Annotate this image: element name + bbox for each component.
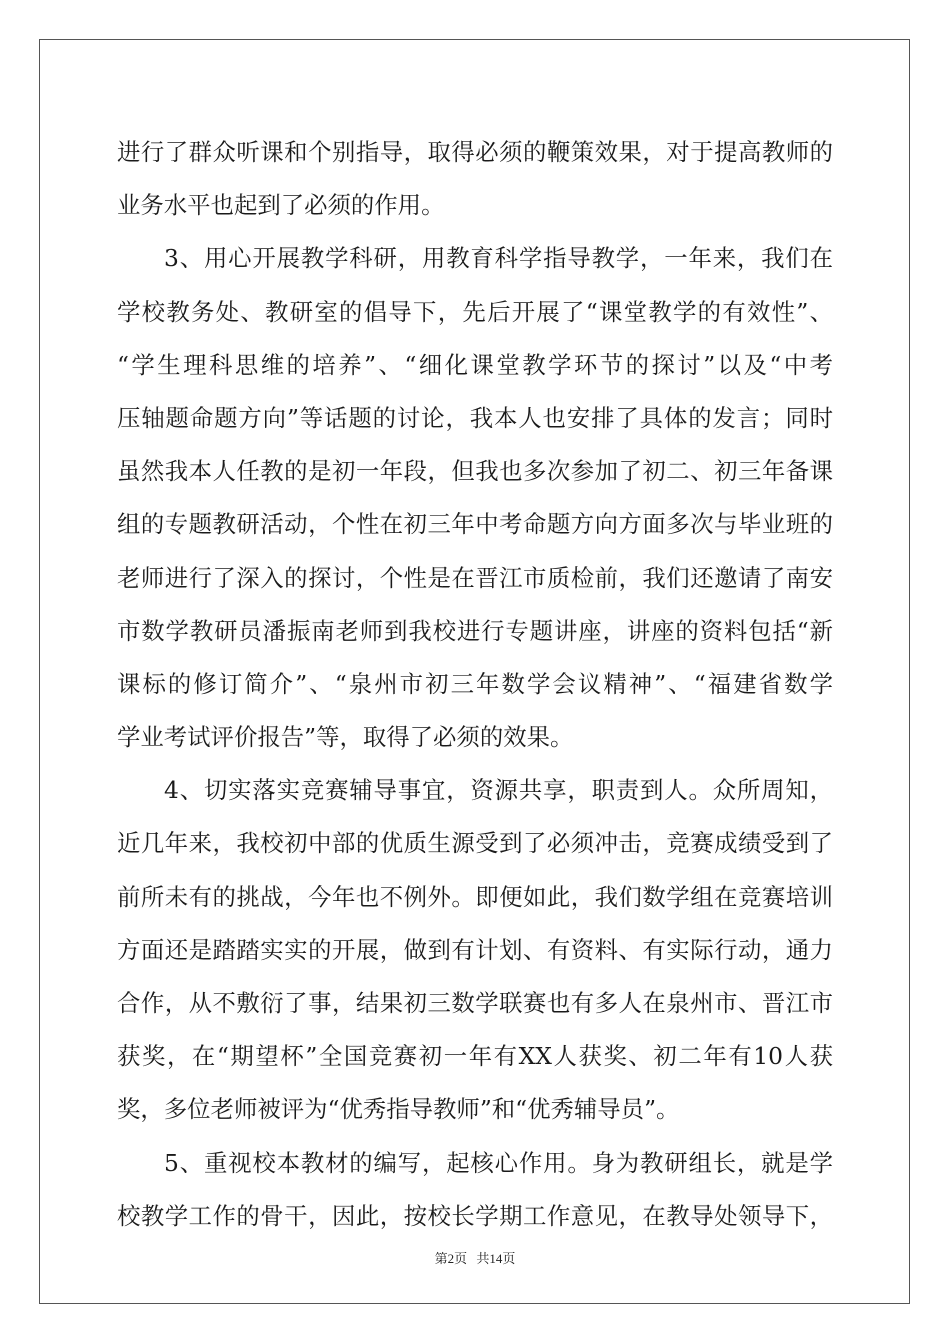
- page-footer: [0, 1248, 950, 1267]
- text-line: 老师进行了深入的探讨，个性是在晋江市质检前，我们还邀请了南安: [117, 563, 833, 592]
- text-line: 市数学教研员潘振南老师到我校进行专题讲座，讲座的资料包括“新: [117, 616, 833, 645]
- text-line: “学生理科思维的培养”、“细化课堂教学环节的探讨”以及“中考: [117, 350, 833, 379]
- text-line: 压轴题命题方向”等话题的讨论，我本人也安排了具体的发言；同时: [117, 403, 833, 432]
- text-line: 获奖，在“期望杯”全国竞赛初一年有XX人获奖、初二年有10人获: [117, 1042, 833, 1071]
- text-line: 4、切实落实竞赛辅导事宜，资源共享，职责到人。众所周知，: [164, 776, 833, 805]
- document-body: [117, 126, 833, 1243]
- text-line: 近几年来，我校初中部的优质生源受到了必须冲击，竞赛成绩受到了: [117, 829, 833, 858]
- page-total: 共14页: [476, 1251, 516, 1266]
- text-line: 学校教务处、教研室的倡导下，先后开展了“课堂教学的有效性”、: [117, 297, 833, 326]
- text-line: 组的专题教研活动，个性在初三年中考命题方向方面多次与毕业班的: [117, 510, 833, 539]
- text-line: 学业考试评价报告”等，取得了必须的效果。: [117, 723, 574, 752]
- text-line: 虽然我本人任教的是初一年段，但我也多次参加了初二、初三年备课: [117, 457, 833, 486]
- text-line: 前所未有的挑战，今年也不例外。即便如此，我们数学组在竞赛培训: [117, 882, 833, 911]
- text-line: 3、用心开展教学科研，用教育科学指导教学，一年来，我们在: [164, 244, 833, 273]
- text-line: 奖，多位老师被评为“优秀指导教师”和“优秀辅导员”。: [117, 1095, 680, 1124]
- text-line: 进行了群众听课和个别指导，取得必须的鞭策效果，对于提高教师的: [117, 138, 833, 166]
- text-line: 方面还是踏踏实实的开展，做到有计划、有资料、有实际行动，通力: [117, 935, 833, 964]
- text-line: 课标的修订简介”、“泉州市初三年数学会议精神”、“福建省数学: [117, 669, 833, 698]
- text-line: 5、重视校本教材的编写，起核心作用。身为教研组长，就是学: [164, 1148, 833, 1177]
- text-line: 校教学工作的骨干，因此，按校长学期工作意见，在教导处领导下，: [117, 1201, 833, 1230]
- page-number: 第2页: [434, 1251, 468, 1266]
- text-line: 业务水平也起到了必须的作用。: [117, 191, 445, 220]
- text-line: 合作，从不敷衍了事，结果初三数学联赛也有多人在泉州市、晋江市: [117, 989, 833, 1017]
